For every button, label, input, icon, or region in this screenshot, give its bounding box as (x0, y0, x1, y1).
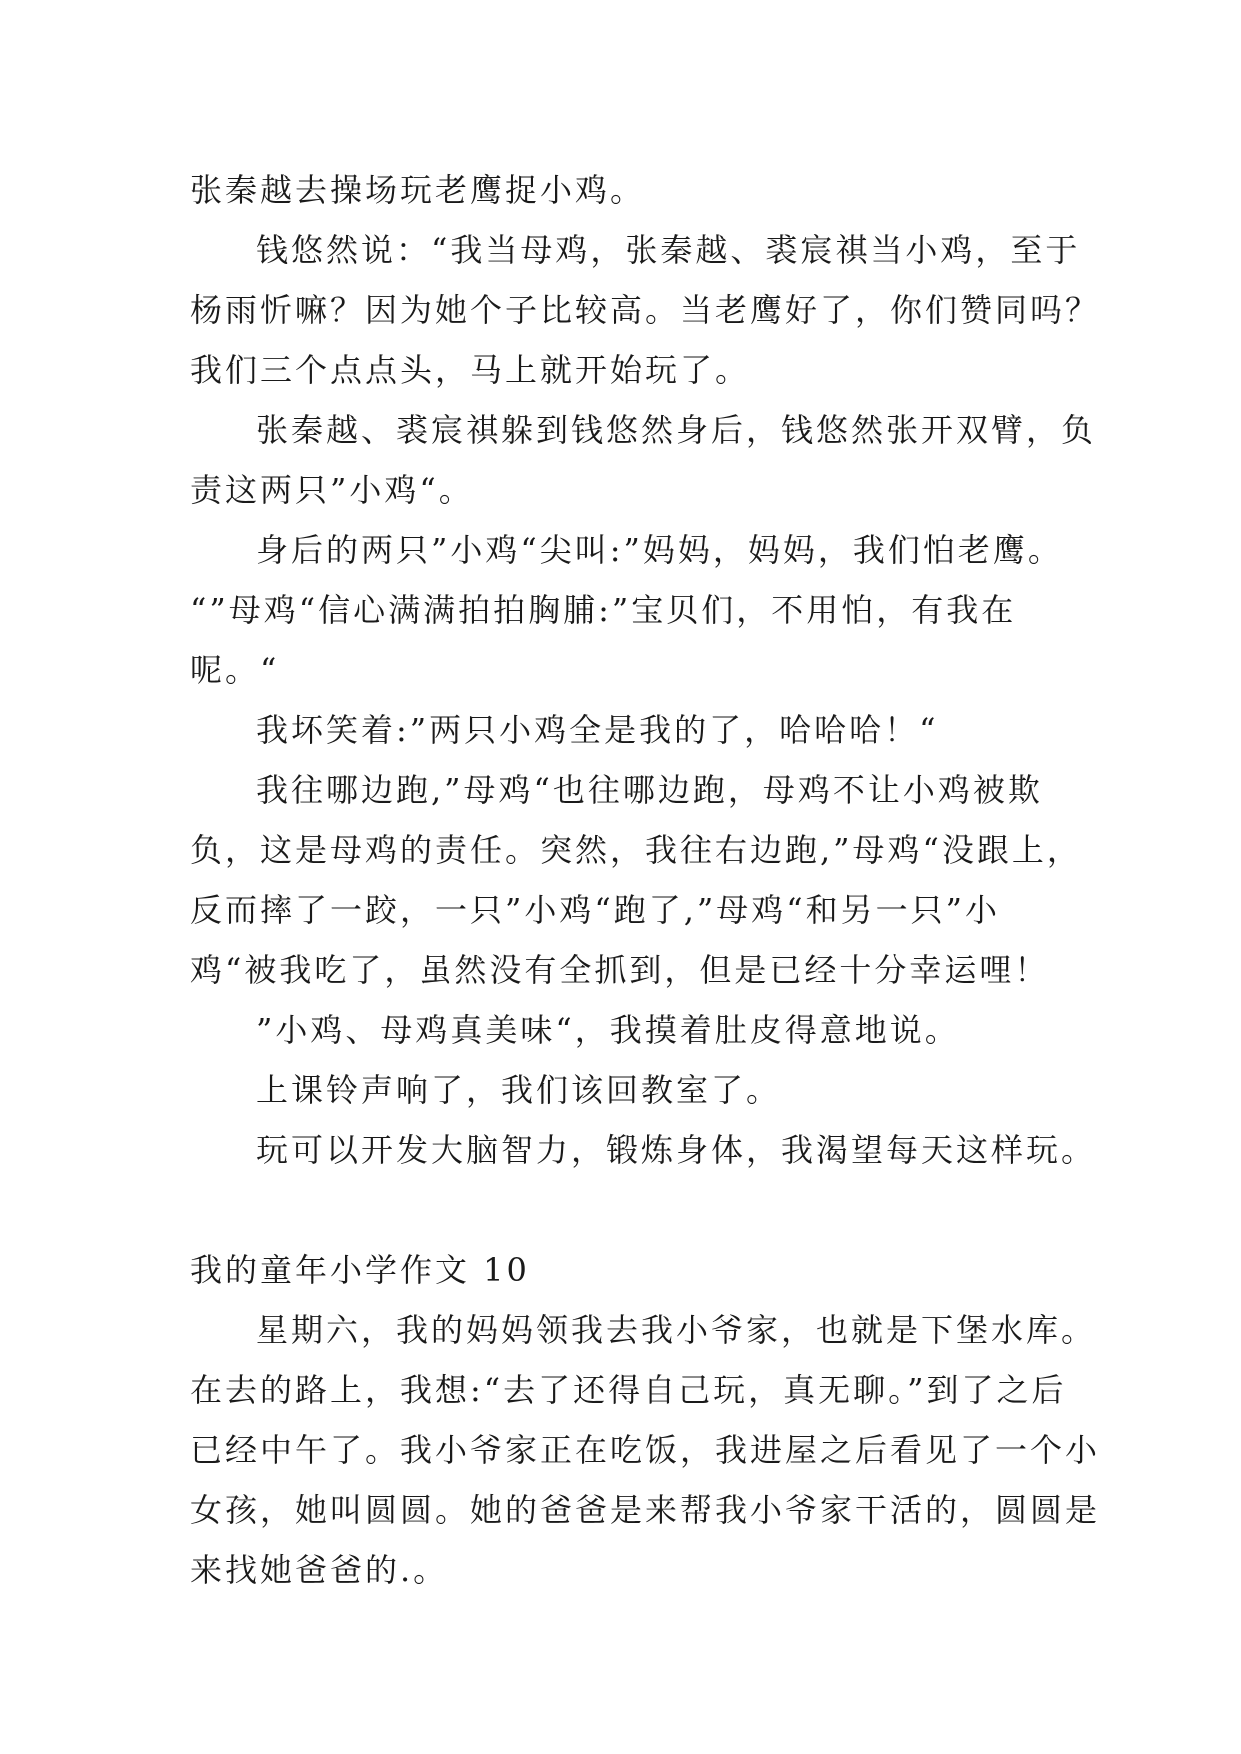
paragraph-line: 在去的路上，我想:“去了还得自己玩，真无聊。”到了之后 (190, 1371, 1067, 1409)
paragraph-line: 我们三个点点头，马上就开始玩了。 (190, 351, 751, 389)
paragraph-line: 玩可以开发大脑智力，锻炼身体，我渴望每天这样玩。 (256, 1131, 1097, 1169)
paragraph-line: ”小鸡、母鸡真美味“，我摸着肚皮得意地说。 (256, 1011, 960, 1049)
paragraph-line: 我往哪边跑,”母鸡“也往哪边跑，母鸡不让小鸡被欺 (256, 771, 1043, 809)
paragraph-line: 身后的两只”小鸡“尖叫:”妈妈，妈妈，我们怕老鹰。 (256, 531, 1063, 569)
paragraph-line: 已经中午了。我小爷家正在吃饭，我进屋之后看见了一个小 (190, 1431, 1101, 1469)
paragraph-line: 张秦越、裘宸祺躲到钱悠然身后，钱悠然张开双臂，负 (256, 411, 1097, 449)
paragraph-line: 责这两只”小鸡“。 (190, 471, 474, 509)
paragraph-line: 星期六，我的妈妈领我去我小爷家，也就是下堡水库。 (256, 1311, 1097, 1349)
paragraph-line: 负，这是母鸡的责任。突然，我往右边跑,”母鸡“没跟上， (190, 831, 1082, 869)
paragraph-line: “”母鸡“信心满满拍拍胸脯:”宝贝们，不用怕，有我在 (190, 591, 1017, 629)
paragraph-line: 鸡“被我吃了，虽然没有全抓到，但是已经十分幸运哩！ (190, 951, 1050, 989)
paragraph-line: 来找她爸爸的.。 (190, 1551, 449, 1589)
section-heading: 我的童年小学作文 10 (190, 1251, 530, 1289)
document-body (190, 160, 1101, 1600)
paragraph-line: 反而摔了一跤，一只”小鸡“跑了,”母鸡“和另一只”小 (190, 891, 1000, 929)
paragraph-line: 女孩，她叫圆圆。她的爸爸是来帮我小爷家干活的，圆圆是 (190, 1491, 1101, 1529)
section-spacer (190, 1180, 1090, 1240)
paragraph-line: 杨雨忻嘛？因为她个子比较高。当老鹰好了，你们赞同吗？ (190, 291, 1101, 329)
paragraph-line: 钱悠然说：“我当母鸡，张秦越、裘宸祺当小鸡，至于 (256, 231, 1081, 269)
paragraph-line: 呢。“ (190, 651, 280, 689)
paragraph-line: 张秦越去操场玩老鹰捉小鸡。 (190, 171, 646, 209)
paragraph-line: 上课铃声响了，我们该回教室了。 (256, 1071, 782, 1109)
paragraph-line: 我坏笑着:”两只小鸡全是我的了，哈哈哈！“ (256, 711, 939, 749)
